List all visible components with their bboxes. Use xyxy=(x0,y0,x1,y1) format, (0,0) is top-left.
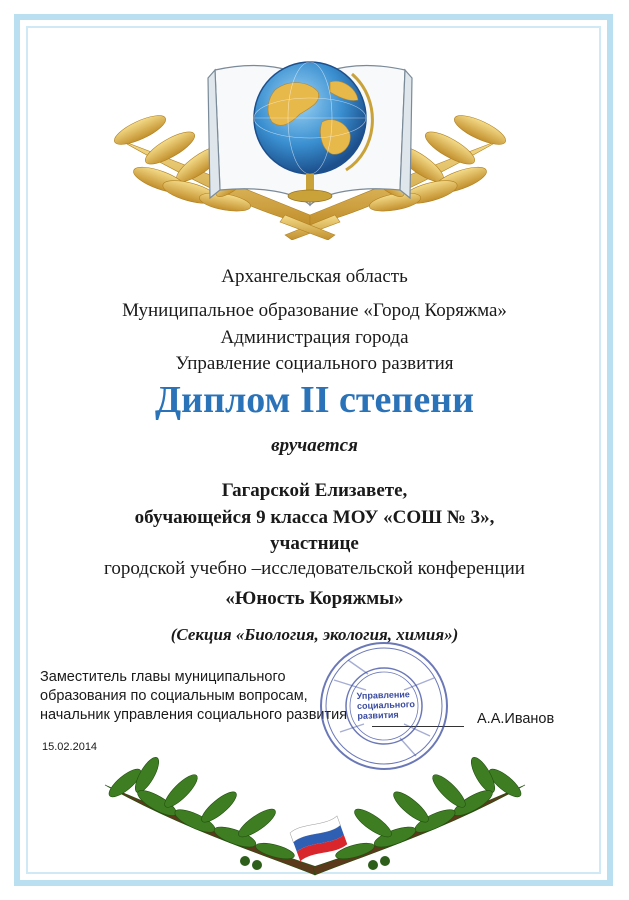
conference-description: городской учебно –исследовательской конференции xyxy=(104,558,525,579)
issue-date: 15.02.2014 xyxy=(42,741,98,753)
book-globe-emblem-icon xyxy=(60,30,560,240)
recipient-name: Гагарской Елизавете, xyxy=(221,480,408,501)
conference-name: «Юность Коряжмы» xyxy=(225,588,404,609)
recipient-school: обучающейся 9 класса МОУ «СОШ № 3», xyxy=(134,507,495,528)
laurel-branches-icon xyxy=(85,755,545,880)
diploma-title: Диплом II степени xyxy=(155,379,474,421)
region-line: Архангельская область xyxy=(221,266,408,287)
seal-text-line-1: Управление xyxy=(356,689,410,702)
recipient-role: участнице xyxy=(270,533,359,554)
signatory-line-1: Заместитель главы муниципального xyxy=(40,669,286,685)
seal-text xyxy=(356,689,417,721)
administration-line: Администрация города xyxy=(220,327,409,348)
seal-text-line-3: развития xyxy=(357,709,399,722)
conference-section: (Секция «Биология, экология, химия») xyxy=(170,625,459,644)
department-line: Управление социального развития xyxy=(175,353,454,374)
signatory-line-2: образования по социальным вопросам, xyxy=(40,688,308,704)
seal-text-line-2: социального xyxy=(356,699,416,712)
municipality-line: Муниципальное образование «Город Коряжма» xyxy=(122,300,507,321)
signer-name: А.А.Иванов xyxy=(477,711,555,727)
signatory-line-3: начальник управления социального развития xyxy=(40,707,348,723)
awarded-label: вручается xyxy=(271,435,358,456)
signatory-position xyxy=(40,668,347,725)
